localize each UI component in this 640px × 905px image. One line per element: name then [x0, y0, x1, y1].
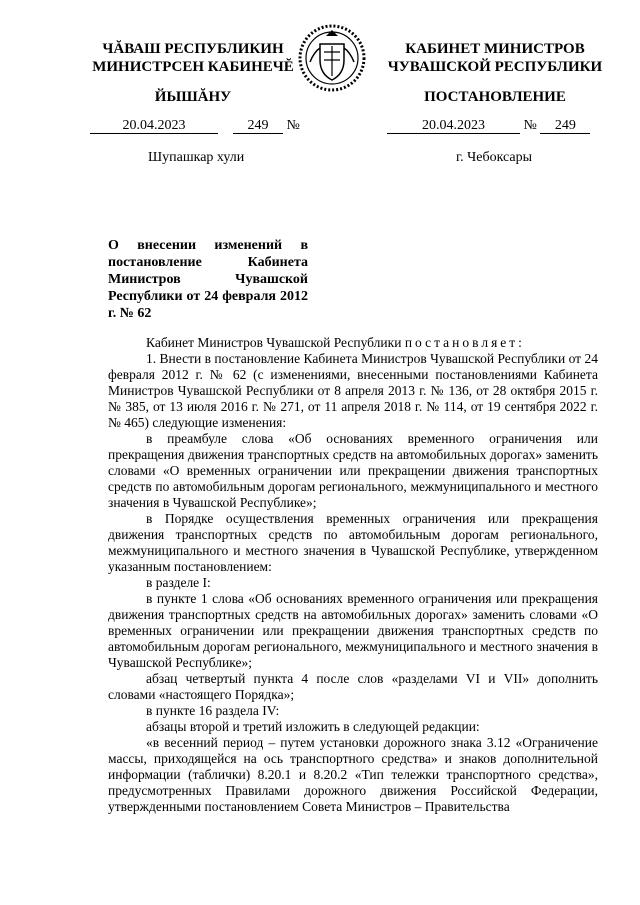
- document-body: [108, 335, 598, 815]
- left-number: 249: [233, 118, 283, 134]
- header-right-line2: ЧУВАШСКОЙ РЕСПУБЛИКИ: [387, 59, 603, 75]
- header-left-org: [78, 40, 308, 76]
- body-paragraph: в преамбуле слова «Об основаниях временного ограничения или прекращения движения транспортных средств на автомобильных дорогах» заменить словами «О временных ограничении или прекращении движения транспортных средств по автомобильным дорогам регионального, межмуниципального и местного значения в Чувашской Республике»;: [108, 431, 598, 510]
- body-paragraph: в разделе I:: [146, 575, 211, 590]
- right-date: 20.04.2023: [387, 118, 520, 134]
- document-title: О внесении изменений в постановление Кабинета Министров Чувашской Республики от 24 февраля 2012 г. № 62: [108, 238, 308, 321]
- place-right: г. Чебоксары: [456, 150, 533, 165]
- body-paragraph: в пункте 16 раздела IV:: [146, 703, 280, 718]
- header-left-line2: МИНИСТРСЕН КАБИНЕЧĔ: [92, 59, 294, 75]
- right-number: 249: [540, 118, 590, 134]
- header-right-doc-type: ПОСТАНОВЛЕНИЕ: [424, 89, 566, 105]
- body-paragraph: абзацы второй и третий изложить в следующей редакции:: [146, 719, 480, 734]
- header-left-doc-type: ЙЫШĂНУ: [154, 89, 232, 105]
- right-number-sign: №: [523, 118, 537, 133]
- chuvash-coat-of-arms-icon: [296, 22, 368, 94]
- intro-verb: постановляет:: [404, 335, 525, 350]
- header-left-line1: ЧĂВАШ РЕСПУБЛИКИН: [102, 41, 284, 57]
- left-date-line: [90, 118, 300, 134]
- header-right-line1: КАБИНЕТ МИНИСТРОВ: [405, 41, 585, 57]
- body-paragraph: «в весенний период – путем установки дорожного знака 3.12 «Ограничение массы, приходящейся на ось транспортного средства» и знаков дополнительной информации (таблички) 8.20.1 и 8.20.2 «Тип тележки транспортного средства», предусмотренных Правилами дорожного движения Российской Федерации, утвержденными постановлением Совета Министров – Правительства: [108, 735, 598, 814]
- header-right-org: [380, 40, 610, 76]
- intro-text: Кабинет Министров Чувашской Республики: [146, 335, 402, 350]
- body-paragraph: в пункте 1 слова «Об основаниях временного ограничения или прекращения движения транспортных средств на автомобильных дорогах» заменить словами «О временных ограничении или прекращении движения транспортных средств по автомобильным дорогам регионального, межмуниципального и местного значения в Чувашской Республике»;: [108, 591, 598, 670]
- left-number-sign: №: [286, 118, 300, 133]
- intro-paragraph: [108, 335, 598, 351]
- left-date: 20.04.2023: [90, 118, 218, 134]
- body-paragraph: 1. Внести в постановление Кабинета Министров Чувашской Республики от 24 февраля 2012 г. № 62 (с изменениями, внесенными постановлениями Кабинета Министров Чувашской Республики от 8 апреля 2013 г. № 136, от 28 октября 2015 г. № 385, от 13 июля 2016 г. № 271, от 11 апреля 2018 г. № 114, от 19 сентября 2022 г. № 465) следующие изменения:: [108, 351, 598, 430]
- place-left: Шупашкар хули: [148, 150, 245, 165]
- body-paragraph: в Порядке осуществления временных ограничения или прекращения движения транспортных средств по автомобильным дорогам регионального, межмуниципального и местного значения в Чувашской Республике, утвержденном указанным постановлением:: [108, 511, 598, 574]
- body-paragraph: абзац четвертый пункта 4 после слов «разделами VI и VII» дополнить словами «настоящего Порядка»;: [108, 671, 598, 702]
- right-date-line: [387, 118, 590, 134]
